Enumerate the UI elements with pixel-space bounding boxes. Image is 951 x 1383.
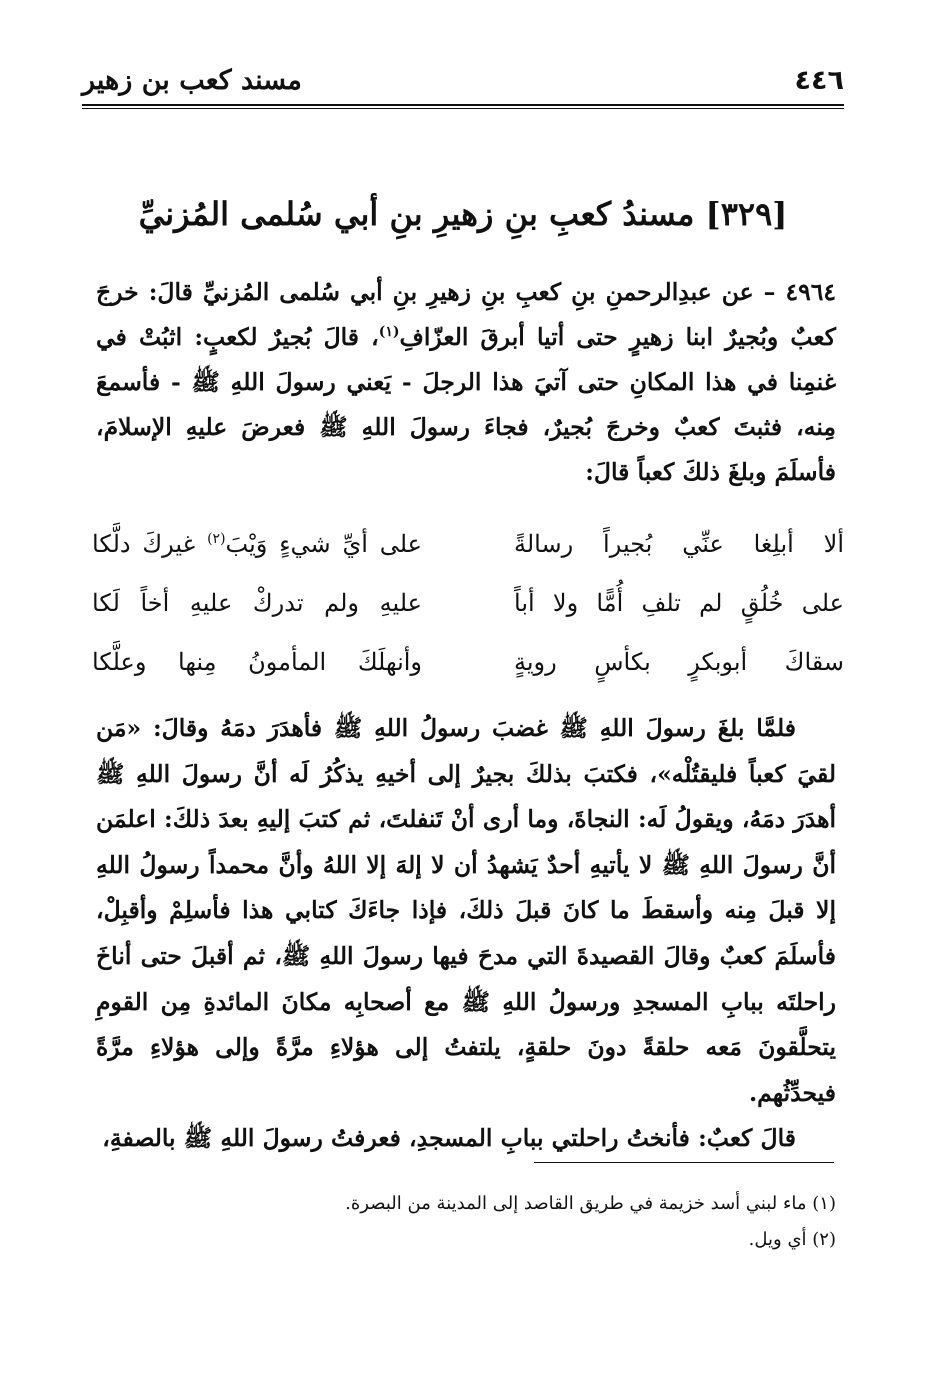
footnote-marker-2: (٢)	[207, 531, 226, 547]
footnote-2: (٢) أي ويل.	[748, 1229, 836, 1250]
header-rule	[82, 104, 844, 106]
poem-second-hemistich-b: غيركَ دلَّكا	[92, 530, 208, 558]
poem-verse	[92, 640, 844, 699]
footnotes	[96, 1186, 836, 1258]
footnote-rule	[534, 1162, 834, 1163]
chapter-title: [٣٢٩] مسندُ كعبِ بنِ زهيرِ بنِ أبي سُلمى المُزنيِّ	[138, 195, 788, 233]
poem-second-hemistich	[92, 522, 422, 566]
hadith-para1b: ، قالَ بُجيرٌ لكعبٍ: اثبُتْ في غنمِنا في هذا المكانِ حتى آتيَ هذا الرجلَ - يَعني رسولَ اللهِ ﷺ - فأسمعَ مِنه، فثبتَ كعبٌ وخرجَ بُجيرٌ، فجاءَ رسولَ اللهِ ﷺ فعرضَ عليهِ الإسلامَ، فأسلَمَ وبلغَ ذلكَ كعباً قالَ:	[96, 323, 836, 486]
hadith-para1: عن عبدِالرحمنِ بنِ كعبِ بنِ زهيرِ بنِ أبي سُلمى المُزنيِّ قالَ: خرجَ كعبٌ وبُجيرٌ ابنا زهيرٍ حتى أتيا أبرقَ العزّافِ	[96, 278, 836, 351]
running-title: مسند كعب بن زهير	[82, 65, 302, 96]
footnote-1: (١) ماء لبني أسد خزيمة في طريق القاصد إلى المدينة من البصرة.	[345, 1193, 836, 1214]
header-rule-thin	[82, 108, 844, 109]
hadith-number: ٤٩٦٤ –	[753, 278, 836, 306]
poem-second-hemistich: عليهِ ولم تدركْ عليهِ أخاً لَكا	[92, 589, 422, 617]
poem-first-hemistich: سقاكَ أبوبكرٍ بكأسٍ رويةٍ	[514, 648, 844, 676]
poem	[92, 522, 844, 699]
continuation-paragraph: فلمَّا بلغَ رسولَ اللهِ ﷺ غضبَ رسولُ اللهِ ﷺ فأهدَرَ دمَهُ وقالَ: «مَن لقيَ كعباً فليقتُلْه»، فكتبَ بذلكَ بجيرٌ إلى أخيهِ يذكُرُ لَه أنَّ رسولَ اللهِ ﷺ أهدَرَ دمَهُ، ويقولُ لَه: النجاةَ، وما أرى أنْ تَنفلتَ، ثم كتبَ إليهِ بعدَ ذلكَ: اعلمَن أنَّ رسولَ اللهِ ﷺ لا يأتيهِ أحدٌ يَشهدُ أن لا إلهَ إلا اللهُ وأنَّ محمداً رسولُ اللهِ إلا قبلَ مِنه وأسقطَ ما كانَ قبلَ ذلكَ، فإذا جاءَكَ كتابي هذا فأسلِمْ وأقبِلْ، فأسلَمَ كعبٌ وقالَ القصيدةَ التي مدحَ فيها رسولَ اللهِ ﷺ، ثم أقبلَ حتى أناخَ راحلتَه ببابِ المسجدِ ورسولُ اللهِ ﷺ مع أصحابِه مكانَ المائدةِ مِن القومِ يتحلَّقونَ مَعه حلقةً دونَ حلقةٍ، يلتفتُ إلى هؤلاءِ مرَّةً وإلى هؤلاءِ مرَّةً فيحدِّثُهم.	[96, 714, 836, 1107]
poem-verse	[92, 581, 844, 640]
poem-first-hemistich: ألا أبلِغا عنِّي بُجيراً رسالةً	[514, 530, 844, 558]
hadith-paragraph	[96, 270, 836, 495]
continuation-paragraph-last: قالَ كعبٌ: فأنختُ راحلتي ببابِ المسجدِ، فعرفتُ رسولَ اللهِ ﷺ بالصفةِ،	[102, 1124, 796, 1153]
continuation-text	[96, 706, 836, 1162]
poem-verse	[92, 522, 844, 581]
poem-second-hemistich: وأنهلَكَ المأمونُ مِنها وعلَّكا	[92, 648, 422, 676]
running-header	[82, 62, 844, 102]
page-number: ٤٤٦	[794, 65, 844, 96]
poem-first-hemistich: على خُلُقٍ لم تلفِ أُمًّا ولا أباً	[514, 589, 844, 617]
poem-second-hemistich-a: على أيِّ شيءٍ وَيْبَ	[225, 530, 423, 558]
footnote-marker-1: (١)	[378, 324, 400, 341]
hadith-text	[96, 270, 836, 495]
